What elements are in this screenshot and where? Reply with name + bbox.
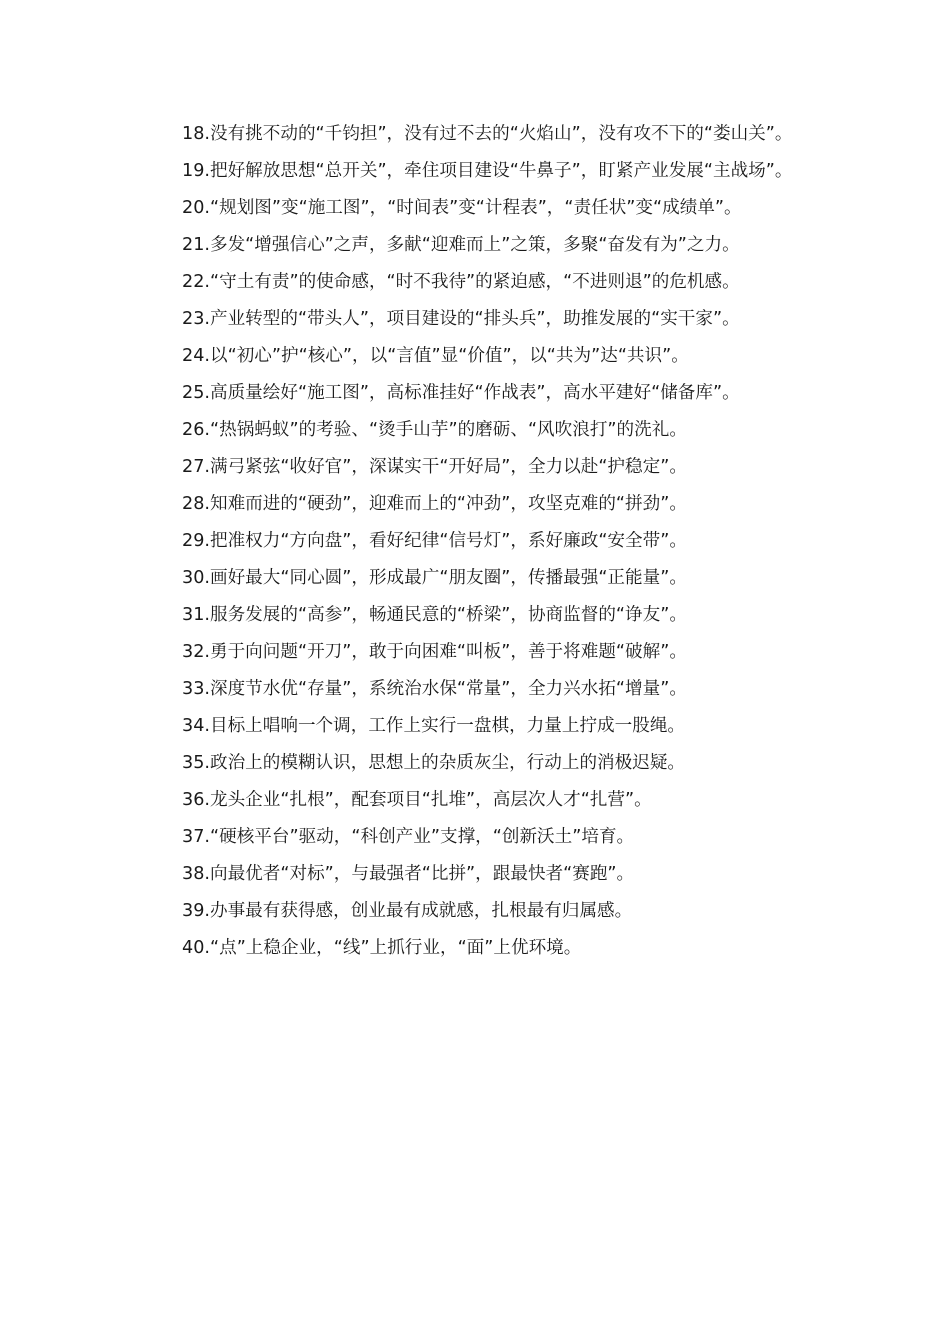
list-item: 33.深度节水优“存量”，系统治水保“常量”，全力兴水拓“增量”。 bbox=[182, 679, 687, 699]
list-item: 32.勇于向问题“开刀”，敢于向困难“叫板”，善于将难题“破解”。 bbox=[182, 642, 687, 662]
list-item: 37.“硬核平台”驱动，“科创产业”支撑，“创新沃土”培育。 bbox=[182, 827, 635, 847]
list-item: 40.“点”上稳企业，“线”上抓行业，“面”上优环境。 bbox=[182, 938, 582, 958]
list-item: 28.知难而进的“硬劲”，迎难而上的“冲劲”，攻坚克难的“拼劲”。 bbox=[182, 494, 687, 514]
list-item: 27.满弓紧弦“收好官”，深谋实干“开好局”，全力以赴“护稳定”。 bbox=[182, 457, 687, 477]
list-item: 34.目标上唱响一个调，工作上实行一盘棋，力量上拧成一股绳。 bbox=[182, 716, 686, 736]
list-item: 23.产业转型的“带头人”，项目建设的“排头兵”，助推发展的“实干家”。 bbox=[182, 309, 740, 329]
list-item: 35.政治上的模糊认识，思想上的杂质灰尘，行动上的消极迟疑。 bbox=[182, 753, 686, 773]
list-item: 39.办事最有获得感，创业最有成就感，扎根最有归属感。 bbox=[182, 901, 633, 921]
list-item: 36.龙头企业“扎根”，配套项目“扎堆”，高层次人才“扎营”。 bbox=[182, 790, 652, 810]
list-item: 24.以“初心”护“核心”，以“言值”显“价值”，以“共为”达“共识”。 bbox=[182, 346, 689, 366]
list-item: 22.“守土有责”的使命感，“时不我待”的紧迫感，“不进则退”的危机感。 bbox=[182, 272, 740, 292]
document-body bbox=[145, 122, 810, 973]
list-item: 30.画好最大“同心圆”，形成最广“朋友圈”，传播最强“正能量”。 bbox=[182, 568, 687, 588]
list-item: 31.服务发展的“高参”，畅通民意的“桥梁”，协商监督的“诤友”。 bbox=[182, 605, 687, 625]
list-item: 20.“规划图”变“施工图”，“时间表”变“计程表”，“责任状”变“成绩单”。 bbox=[182, 198, 742, 218]
list-item: 21.多发“增强信心”之声，多献“迎难而上”之策，多聚“奋发有为”之力。 bbox=[182, 235, 740, 255]
list-item: 25.高质量绘好“施工图”，高标准挂好“作战表”，高水平建好“储备库”。 bbox=[182, 383, 740, 403]
list-item: 38.向最优者“对标”，与最强者“比拼”，跟最快者“赛跑”。 bbox=[182, 864, 635, 884]
list-item: 19.把好解放思想“总开关”，牵住项目建设“牛鼻子”，盯紧产业发展“主战场”。 bbox=[182, 161, 793, 181]
list-item: 26.“热锅蚂蚁”的考验、“烫手山芋”的磨砺、“风吹浪打”的洗礼。 bbox=[182, 420, 687, 440]
list-item: 18.没有挑不动的“千钧担”，没有过不去的“火焰山”，没有攻不下的“娄山关”。 bbox=[182, 124, 793, 144]
list-item: 29.把准权力“方向盘”，看好纪律“信号灯”，系好廉政“安全带”。 bbox=[182, 531, 687, 551]
